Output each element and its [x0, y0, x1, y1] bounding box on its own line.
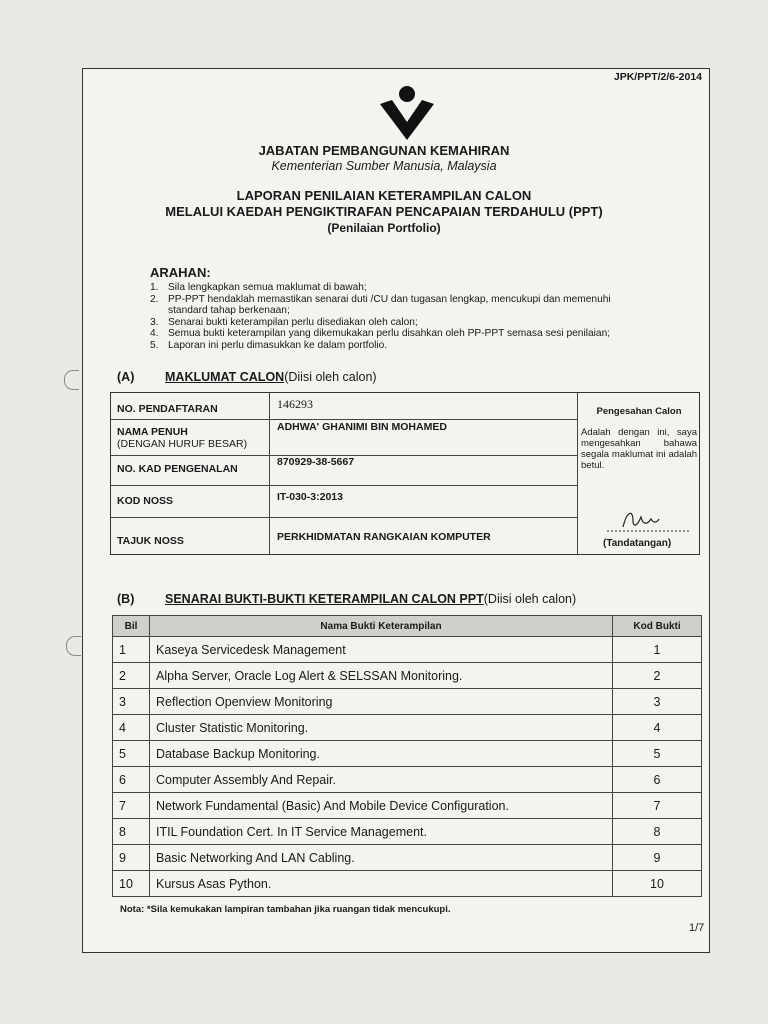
- report-title-line1: LAPORAN PENILAIAN KETERAMPILAN CALON: [236, 188, 532, 203]
- value-no-kad-pengenalan: 870929-38-5667: [277, 456, 355, 468]
- jpk-logo-icon: [378, 84, 436, 140]
- column-header-bil: Bil: [113, 616, 150, 637]
- table-row: [113, 689, 702, 715]
- cell-kod-bukti: 10: [613, 871, 702, 897]
- report-title-line3: (Penilaian Portfolio): [327, 221, 441, 235]
- cell-kod-bukti: 9: [613, 845, 702, 871]
- cell-bil: 1: [113, 637, 150, 663]
- cell-kod-bukti: 4: [613, 715, 702, 741]
- table-row: [113, 793, 702, 819]
- page-number: 1/7: [689, 922, 705, 934]
- column-header-kod-bukti: Kod Bukti: [613, 616, 702, 637]
- label-nama-penuh: NAMA PENUH: [117, 426, 188, 438]
- label-no-pendaftaran: NO. PENDAFTARAN: [117, 403, 218, 415]
- column-header-nama-bukti: Nama Bukti Keterampilan: [150, 616, 613, 637]
- cell-kod-bukti: 5: [613, 741, 702, 767]
- cell-bil: 4: [113, 715, 150, 741]
- section-a-heading: (A) MAKLUMAT CALON(Diisi oleh calon): [117, 370, 377, 384]
- cell-kod-bukti: 3: [613, 689, 702, 715]
- pengesahan-calon-box: [581, 393, 697, 549]
- footnote: Nota: *Sila kemukakan lampiran tambahan jika ruangan tidak mencukupi.: [120, 904, 451, 915]
- arahan-item: 4. Semua bukti keterampilan yang dikemukakan perlu disahkan oleh PP-PPT semasa sesi penilaian;: [150, 328, 611, 340]
- cell-nama-bukti: Alpha Server, Oracle Log Alert & SELSSAN Monitoring.: [150, 663, 613, 689]
- arahan-title: ARAHAN:: [150, 265, 211, 280]
- cell-nama-bukti: Computer Assembly And Repair.: [150, 767, 613, 793]
- cell-nama-bukti: Kaseya Servicedesk Management: [150, 637, 613, 663]
- cell-bil: 6: [113, 767, 150, 793]
- table-header-row: [113, 616, 702, 637]
- cell-kod-bukti: 8: [613, 819, 702, 845]
- value-no-pendaftaran: 146293: [277, 397, 313, 411]
- table-row: [113, 819, 702, 845]
- section-b-heading: (B) SENARAI BUKTI-BUKTI KETERAMPILAN CALON PPT(Diisi oleh calon): [117, 592, 577, 606]
- cell-nama-bukti: Network Fundamental (Basic) And Mobile Device Configuration.: [150, 793, 613, 819]
- signature-icon: [593, 505, 693, 533]
- punch-hole-mark: [66, 636, 81, 656]
- evidence-list-table: [112, 615, 702, 897]
- signature-label: (Tandatangan): [603, 538, 672, 549]
- cell-nama-bukti: Reflection Openview Monitoring: [150, 689, 613, 715]
- pengesahan-text: Adalah dengan ini, saya mengesahkan bahawa segala maklumat ini adalah betul.: [581, 427, 697, 471]
- cell-kod-bukti: 1: [613, 637, 702, 663]
- arahan-item: 3. Senarai bukti keterampilan perlu disediakan oleh calon;: [150, 316, 418, 328]
- value-kod-noss: IT-030-3:2013: [277, 491, 343, 503]
- table-row: [113, 845, 702, 871]
- arahan-item: 1. Sila lengkapkan semua maklumat di bawah;: [150, 282, 367, 293]
- value-nama-penuh: ADHWA' GHANIMI BIN MOHAMED: [277, 421, 447, 433]
- arahan-list: [150, 282, 690, 352]
- arahan-item-continuation: standard tahap berkenaan;: [168, 305, 290, 317]
- cell-bil: 8: [113, 819, 150, 845]
- cell-bil: 5: [113, 741, 150, 767]
- cell-bil: 10: [113, 871, 150, 897]
- cell-bil: 7: [113, 793, 150, 819]
- report-title-line2: MELALUI KAEDAH PENGIKTIRAFAN PENCAPAIAN TERDAHULU (PPT): [165, 204, 603, 219]
- label-nama-penuh-note: (DENGAN HURUF BESAR): [117, 438, 248, 450]
- cell-bil: 2: [113, 663, 150, 689]
- arahan-item: 2. PP-PPT hendaklah memastikan senarai duti /CU dan tugasan lengkap, mencukupi dan memenuhi: [150, 293, 611, 305]
- cell-nama-bukti: Database Backup Monitoring.: [150, 741, 613, 767]
- cell-nama-bukti: Cluster Statistic Monitoring.: [150, 715, 613, 741]
- label-kod-noss: KOD NOSS: [117, 495, 174, 507]
- ministry-name: Kementerian Sumber Manusia, Malaysia: [271, 159, 497, 173]
- cell-kod-bukti: 2: [613, 663, 702, 689]
- cell-kod-bukti: 6: [613, 767, 702, 793]
- cell-nama-bukti: Basic Networking And LAN Cabling.: [150, 845, 613, 871]
- cell-kod-bukti: 7: [613, 793, 702, 819]
- table-row: [113, 767, 702, 793]
- cell-bil: 3: [113, 689, 150, 715]
- table-row: [113, 715, 702, 741]
- candidate-info-table: [110, 392, 700, 555]
- table-row: [113, 871, 702, 897]
- cell-bil: 9: [113, 845, 150, 871]
- cell-nama-bukti: ITIL Foundation Cert. In IT Service Management.: [150, 819, 613, 845]
- value-tajuk-noss: PERKHIDMATAN RANGKAIAN KOMPUTER: [277, 531, 491, 543]
- table-row: [113, 663, 702, 689]
- cell-nama-bukti: Kursus Asas Python.: [150, 871, 613, 897]
- arahan-item: 5. Laporan ini perlu dimasukkan ke dalam portfolio.: [150, 339, 388, 351]
- label-no-kad-pengenalan: NO. KAD PENGENALAN: [117, 463, 238, 475]
- table-row: [113, 741, 702, 767]
- pengesahan-title: Pengesahan Calon: [596, 406, 682, 417]
- label-tajuk-noss: TAJUK NOSS: [117, 535, 184, 547]
- reference-code: JPK/PPT/2/6-2014: [613, 71, 702, 83]
- department-name: JABATAN PEMBANGUNAN KEMAHIRAN: [258, 143, 510, 158]
- table-row: [113, 637, 702, 663]
- punch-hole-mark: [64, 370, 79, 390]
